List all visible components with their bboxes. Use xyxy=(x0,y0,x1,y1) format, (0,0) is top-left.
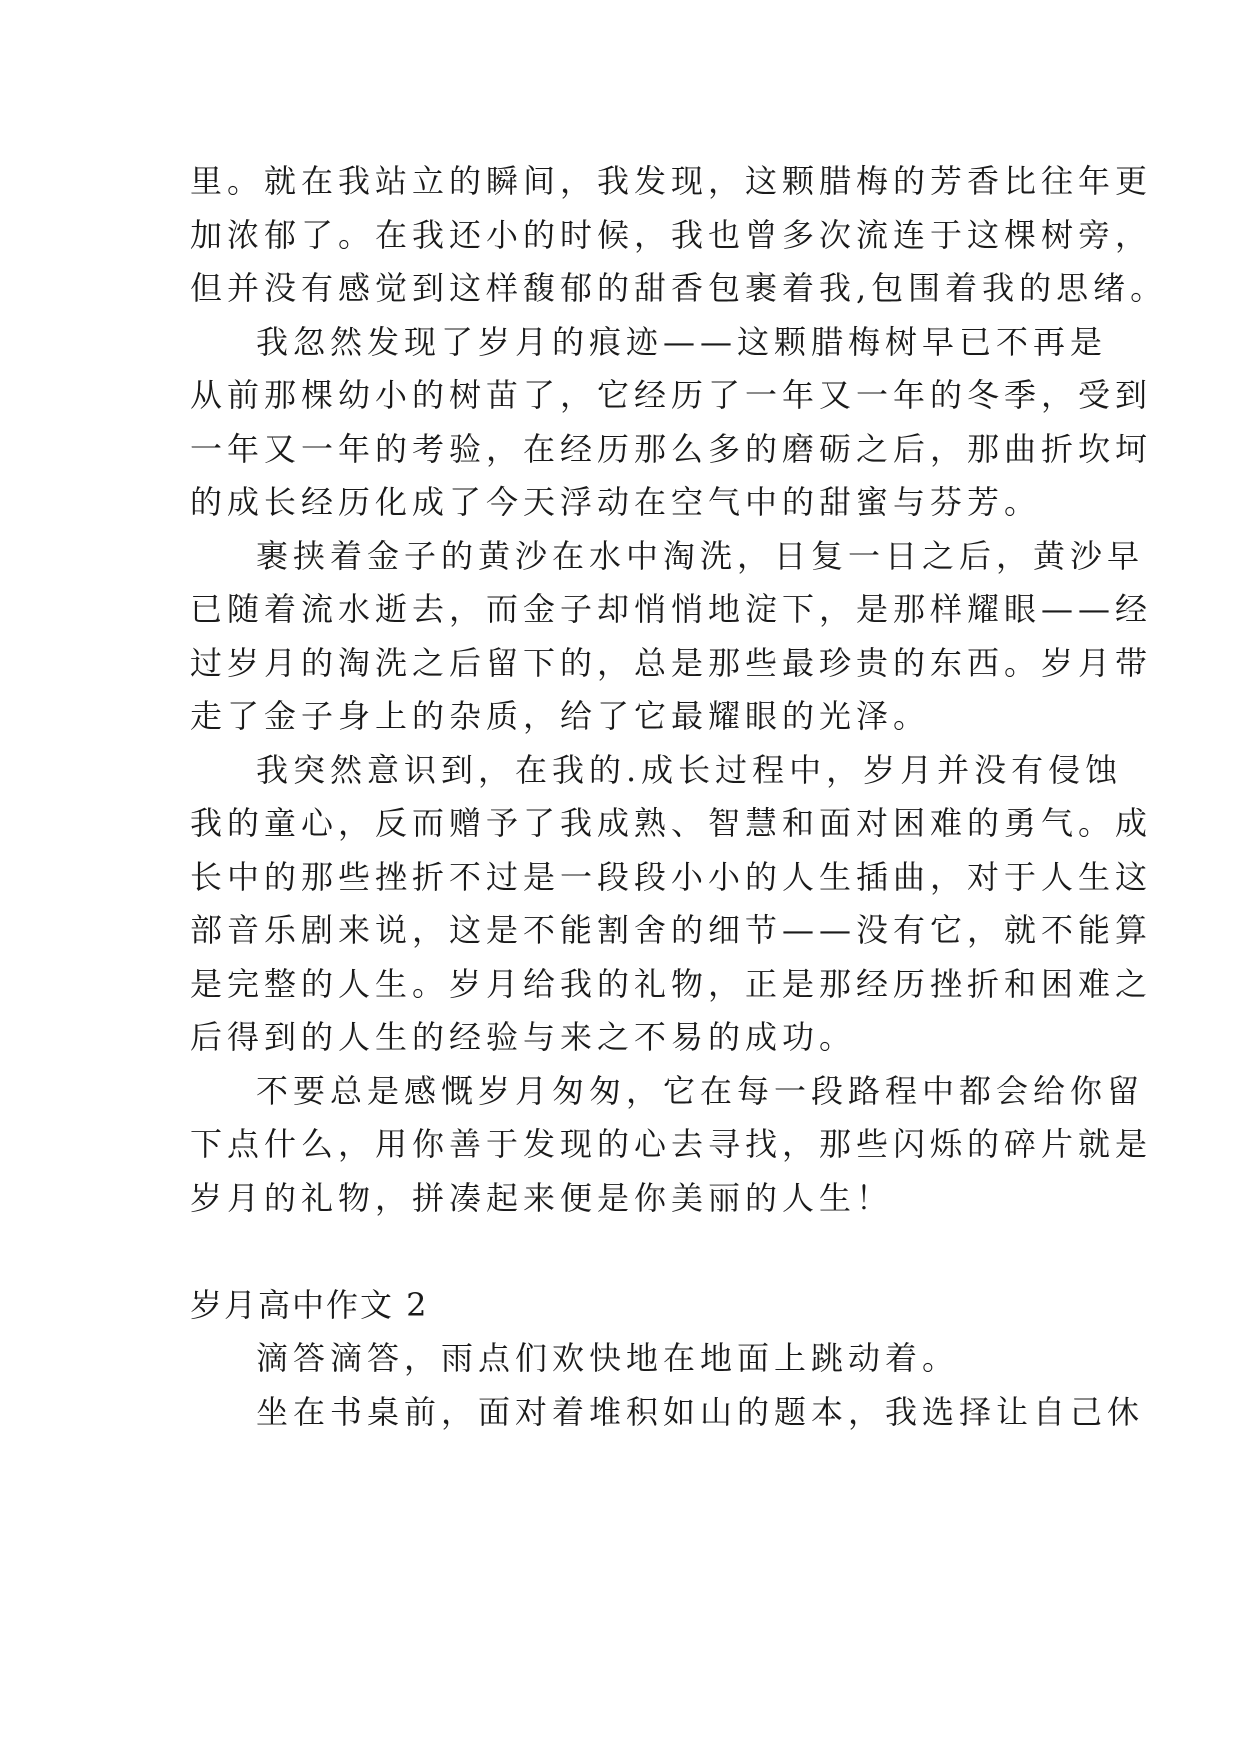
blank-line xyxy=(190,1225,1070,1279)
text-line: 从前那棵幼小的树苗了，它经历了一年又一年的冬季，受到 xyxy=(190,376,1153,414)
text-line: 后得到的人生的经验与来之不易的成功。 xyxy=(190,1018,857,1056)
essay-body xyxy=(190,155,1168,1439)
text-line: 但并没有感觉到这样馥郁的甜香包裹着我,包围着我的思绪。 xyxy=(190,269,1168,307)
text-line: 我忽然发现了岁月的痕迹——这颗腊梅树早已不再是 xyxy=(256,322,1108,361)
paragraph xyxy=(190,530,1153,744)
text-line: 一年又一年的考验，在经历那么多的磨砺之后，那曲折坎坷 xyxy=(190,429,1153,468)
text-line: 过岁月的淘洗之后留下的，总是那些最珍贵的东西。岁月带 xyxy=(190,643,1153,682)
text-line: 滴答滴答，雨点们欢快地在地面上跳动着。 xyxy=(256,1339,960,1377)
text-line: 走了金子身上的杂质，给了它最耀眼的光泽。 xyxy=(190,697,931,735)
text-line: 我突然意识到，在我的.成长过程中，岁月并没有侵蚀 xyxy=(256,750,1123,789)
paragraph xyxy=(190,1065,1153,1226)
text-line: 的成长经历化成了今天浮动在空气中的甜蜜与芬芳。 xyxy=(190,483,1042,521)
text-line: 坐在书桌前，面对着堆积如山的题本，我选择让自己休 xyxy=(256,1392,1145,1431)
text-line: 长中的那些挫折不过是一段段小小的人生插曲，对于人生这 xyxy=(190,857,1153,896)
text-line: 已随着流水逝去，而金子却悄悄地淀下，是那样耀眼——经 xyxy=(190,590,1153,628)
paragraph xyxy=(190,1386,1145,1440)
paragraph xyxy=(190,744,1153,1065)
paragraph xyxy=(190,316,1153,530)
text-line: 我的童心，反而赠予了我成熟、智慧和面对困难的勇气。成 xyxy=(190,804,1153,842)
text-line: 裹挟着金子的黄沙在水中淘洗，日复一日之后，黄沙早 xyxy=(256,536,1145,575)
text-line: 不要总是感慨岁月匆匆，它在每一段路程中都会给你留 xyxy=(256,1071,1145,1110)
section-title: 岁月高中作文 2 xyxy=(190,1285,429,1324)
text-line: 下点什么，用你善于发现的心去寻找，那些闪烁的碎片就是 xyxy=(190,1125,1153,1163)
paragraph xyxy=(190,155,1168,316)
text-line: 里。就在我站立的瞬间，我发现，这颗腊梅的芳香比往年更 xyxy=(190,162,1153,200)
text-line: 是完整的人生。岁月给我的礼物，正是那经历挫折和困难之 xyxy=(190,964,1153,1003)
text-line: 岁月的礼物，拼凑起来便是你美丽的人生！ xyxy=(190,1178,894,1217)
text-line: 部音乐剧来说，这是不能割舍的细节——没有它，就不能算 xyxy=(190,911,1153,949)
text-line: 加浓郁了。在我还小的时候，我也曾多次流连于这棵树旁， xyxy=(190,215,1153,254)
paragraph xyxy=(190,1332,1070,1386)
